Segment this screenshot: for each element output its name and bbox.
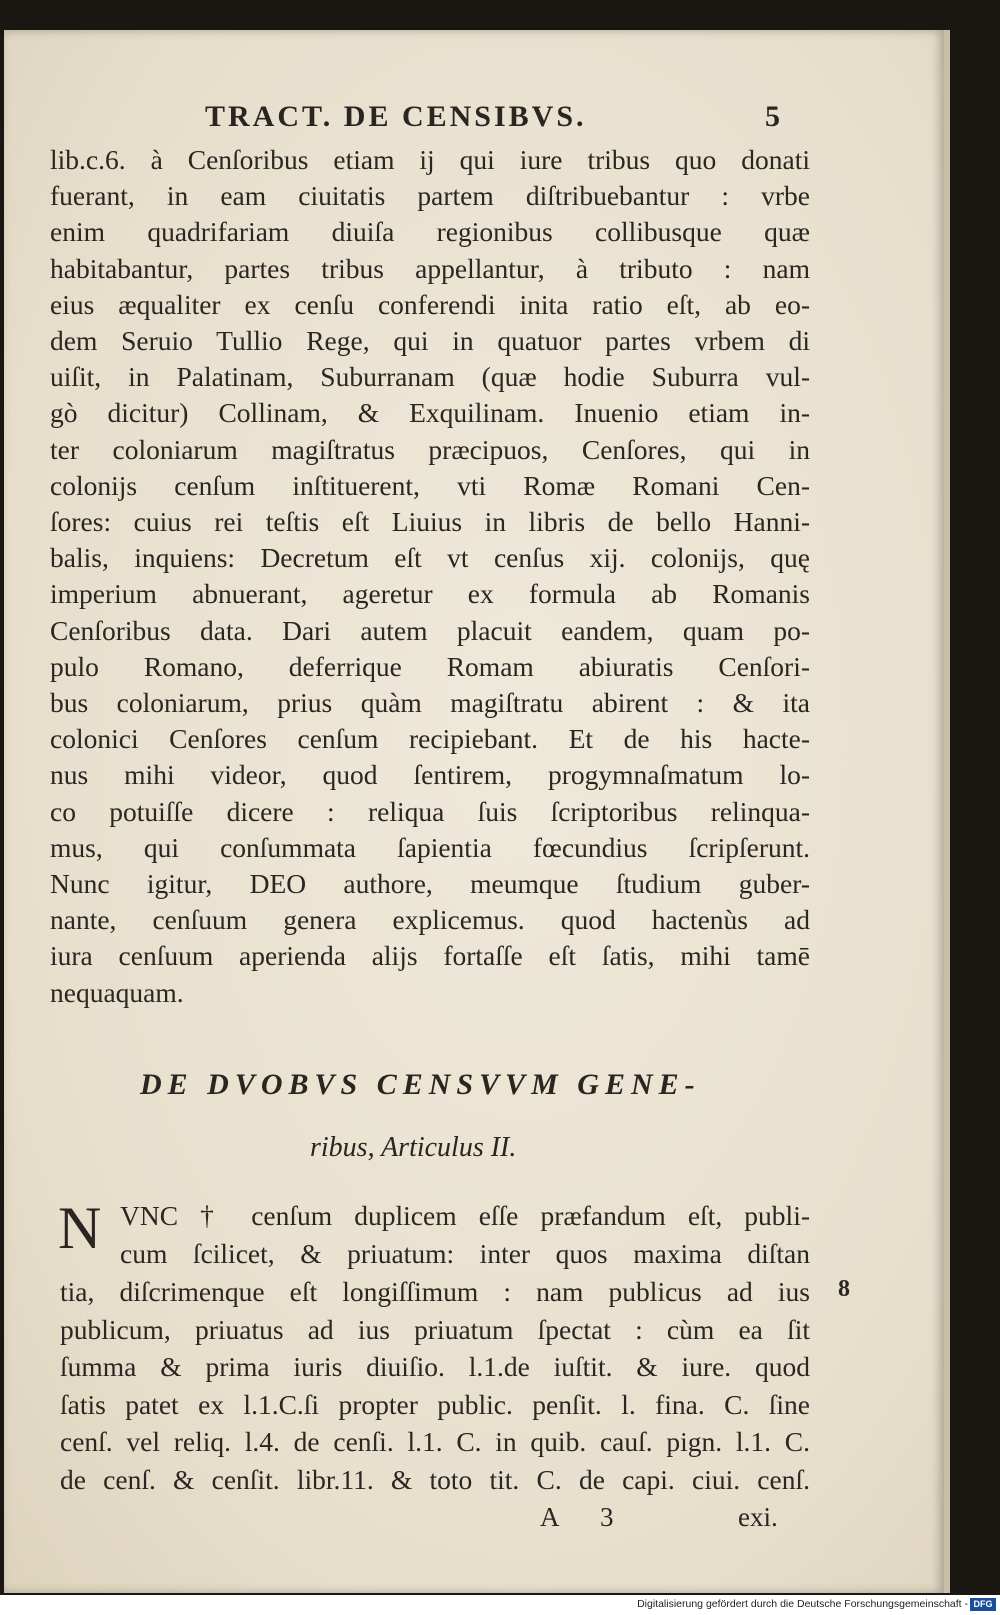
section-first-line: VNC † cenſum duplicem eſſe præfandum eſt, publi- [120, 1200, 810, 1231]
body-line: habitabantur, partes tribus appellantur, à tributo : nam [50, 252, 810, 284]
body-line: mus, qui conſummata ſapientia fœcundius ſcripſerunt. [50, 831, 810, 863]
body-line: dem Seruio Tullio Rege, qui in quatuor partes vrbem di [50, 325, 810, 356]
margin-note-number: 8 [838, 1276, 850, 1302]
section-body-line: tia, diſcrimenque eſt longiſſimum : nam publicus ad ius [60, 1276, 810, 1307]
body-line: balis, inquiens: Decretum eſt vt cenſus xij. colonijs, quę [50, 542, 810, 574]
body-line: colonijs cenſum inſtituerent, vti Romæ Romani Cen- [50, 469, 810, 501]
drop-cap: N [58, 1195, 102, 1261]
body-line: gò dicitur) Collinam, & Exquilinam. Inuenio etiam in- [50, 397, 810, 429]
section-body-line: ſumma & prima iuris diuiſio. l.1.de iuſtit. & iure. quod [60, 1351, 810, 1383]
body-line: nequaquam. [50, 976, 184, 1008]
body-line: pulo Romano, deferrique Romam abiuratis Cenſori- [50, 650, 810, 682]
signature-mark: A [540, 1502, 560, 1532]
body-line: colonici Cenſores cenſum recipiebant. Et de his hacte- [50, 723, 810, 755]
body-line: Cenſoribus data. Dari autem placuit eandem, quam po- [50, 614, 810, 646]
body-line: co potuiſſe dicere : reliqua ſuis ſcriptoribus relinqua- [50, 795, 810, 827]
body-line: uiſit, in Palatinam, Suburranam (quæ hodie Suburra vul- [50, 361, 810, 393]
body-line: eius æqualiter ex cenſu conferendi inita ratio eſt, ab eo- [50, 288, 810, 320]
body-line: lib.c.6. à Cenſoribus etiam ij qui iure tribus quo donati [50, 144, 810, 175]
section-second-line: cum ſcilicet, & priuatum: inter quos maxima diſtan [120, 1238, 810, 1269]
body-line: iura cenſuum aperienda alijs fortaſſe eſt ſatis, mihi tamē [50, 940, 810, 972]
body-line: ſores: cuius rei teſtis eſt Liuius in libris de bello Hanni- [50, 506, 810, 537]
signature-number: 3 [600, 1502, 614, 1532]
body-line: fuerant, in eam ciuitatis partem diſtribuebantur : vrbe [50, 180, 810, 212]
catchword: exi. [738, 1502, 778, 1532]
dfg-logo: DFG [970, 1598, 996, 1611]
section-body-line: de cenſ. & cenſit. libr.11. & toto tit. C. de capi. ciui. cenſ. [60, 1464, 810, 1495]
section-body-line: publicum, priuatus ad ius priuatum ſpectat : cùm ea ſit [60, 1313, 810, 1345]
section-subheading: ribus, Articulus II. [310, 1132, 517, 1163]
body-line: nante, cenſuum genera explicemus. quod hactenùs ad [50, 904, 810, 936]
body-line: bus coloniarum, prius quàm magiſtratu abirent : & ita [50, 687, 810, 718]
body-line: ter coloniarum magiſtratus præcipuos, Cenſores, qui in [50, 433, 810, 465]
body-line: nus mihi videor, quod ſentirem, progymnaſmatum lo- [50, 759, 810, 791]
digitization-credit: Digitalisierung gefördert durch die Deutsche Forschungsgemeinschaft - [637, 1598, 968, 1610]
running-title: TRACT. DE CENSIBVS. [205, 100, 587, 133]
section-heading: DE DVOBVS CENSVVM GENE- [140, 1068, 701, 1101]
section-body-line: ſatis patet ex l.1.C.ſi propter public. penſit. l. fina. C. ſine [60, 1388, 810, 1420]
section-body-line: cenſ. vel reliq. l.4. de cenſi. l.1. C. in quib. cauſ. pign. l.1. C. [60, 1426, 810, 1458]
body-line: imperium abnuerant, ageretur ex formula ab Romanis [50, 578, 810, 610]
page-number: 5 [765, 100, 780, 133]
body-line: Nunc igitur, DEO authore, meumque ſtudium guber- [50, 868, 810, 899]
body-line: enim quadrifariam diuiſa regionibus collibusque quæ [50, 216, 810, 248]
